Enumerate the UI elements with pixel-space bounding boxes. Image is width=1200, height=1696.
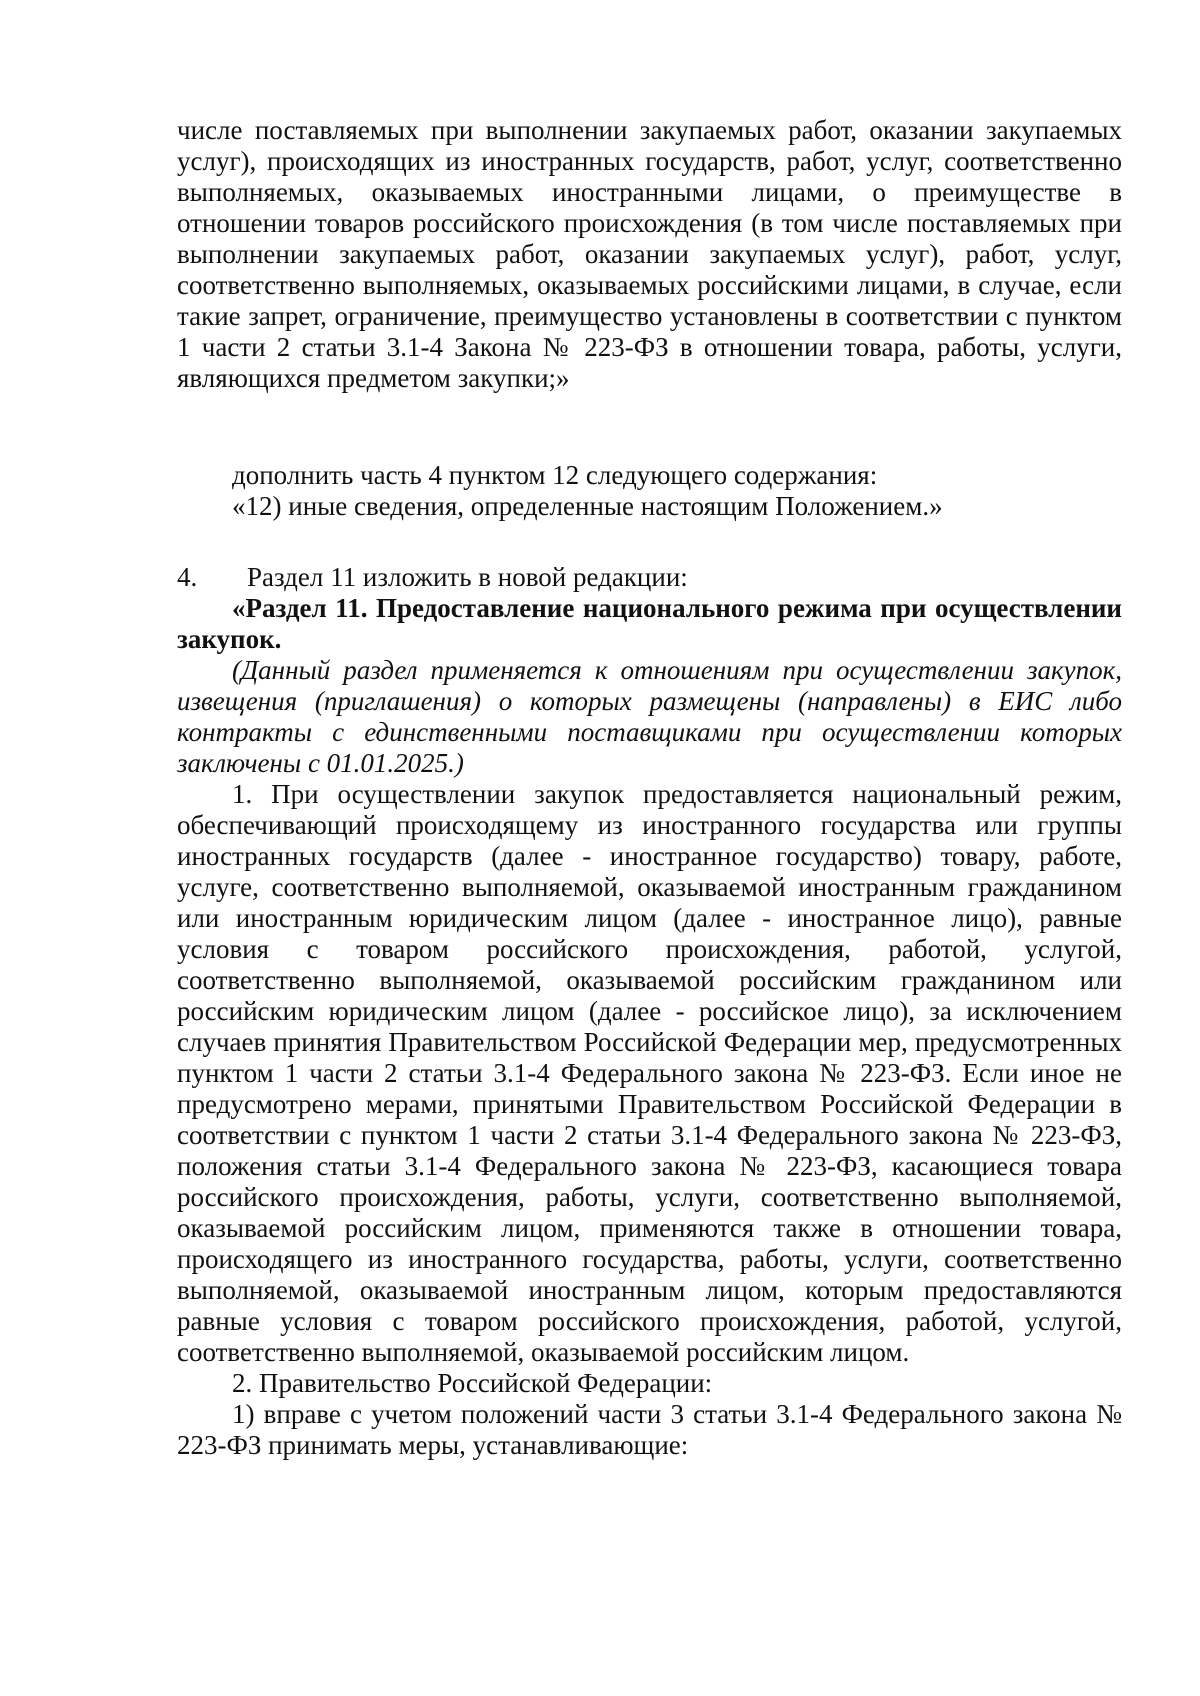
section-heading: «Раздел 11. Предоставление национального режима при осуществлении закупок. [177,593,1122,654]
continuation-paragraph: числе поставляемых при выполнении закупаемых работ, оказании закупаемых услуг), происходящих из иностранных государств, работ, услуг, соответственно выполняемых, оказываемых иностранными лицами, о преимуществе в отношении товаров российского происхождения (в том числе поставляемых при выполнении закупаемых работ, оказании закупаемых услуг), работ, услуг, соответственно выполняемых, оказываемых российскими лицами, в случае, если такие запрет, ограничение, преимущество установлены в соответствии с пунктом 1 части 2 статьи 3.1-4 Закона № 223-ФЗ в отношении товара, работы, услуги, являющихся предметом закупки;» [177,115,1122,393]
item-4-line [177,562,1122,593]
paragraph-2: 2. Правительство Российской Федерации: [232,1368,713,1398]
item-4-number: 4. [177,562,198,592]
continuation-block [177,115,1122,394]
section-note: (Данный раздел применяется к отношениям при осуществлении закупок, извещения (приглашения) о которых размещены (направлены) в ЕИС либо контракты с единственными поставщиками при осуществлении которых заключены с 01.01.2025.) [177,655,1122,778]
item-4-text: Раздел 11 изложить в новой редакции: [247,562,688,592]
supplement-text: «12) иные сведения, определенные настоящим Положением.» [232,491,943,521]
supplement-block [177,460,1122,522]
paragraph-1: 1. При осуществлении закупок предоставляется национальный режим, обеспечивающий происходящему из иностранного государства или группы иностранных государств (далее - иностранное государство) товару, работе, услуге, соответственно выполняемой, оказываемой иностранным гражданином или иностранным юридическим лицом (далее - иностранное лицо), равные условия с товаром российского происхождения, работой, услугой, соответственно выполняемой, оказываемой российским гражданином или российским юридическим лицом (далее - российское лицо), за исключением случаев принятия Правительством Российской Федерации мер, предусмотренных пунктом 1 части 2 статьи 3.1-4 Федерального закона № 223-ФЗ. Если иное не предусмотрено мерами, принятыми Правительством Российской Федерации в соответствии с пунктом 1 части 2 статьи 3.1-4 Федерального закона № 223-ФЗ, положения статьи 3.1-4 Федерального закона № 223-ФЗ, касающиеся товара российского происхождения, работы, услуги, соответственно выполняемой, оказываемой российским лицом, применяются также в отношении товара, происходящего из иностранного государства, работы, услуги, соответственно выполняемой, оказываемой иностранным лицом, которым предоставляются равные условия с товаром российского происхождения, работой, услугой, соответственно выполняемой, оказываемой российским лицом. [177,779,1122,1367]
supplement-instruction: дополнить часть 4 пунктом 12 следующего содержания: [232,460,878,490]
paragraph-2-1: 1) вправе с учетом положений части 3 статьи 3.1-4 Федерального закона № 223-ФЗ принимать меры, устанавливающие: [177,1399,1122,1460]
section-change-block [177,562,1122,1461]
